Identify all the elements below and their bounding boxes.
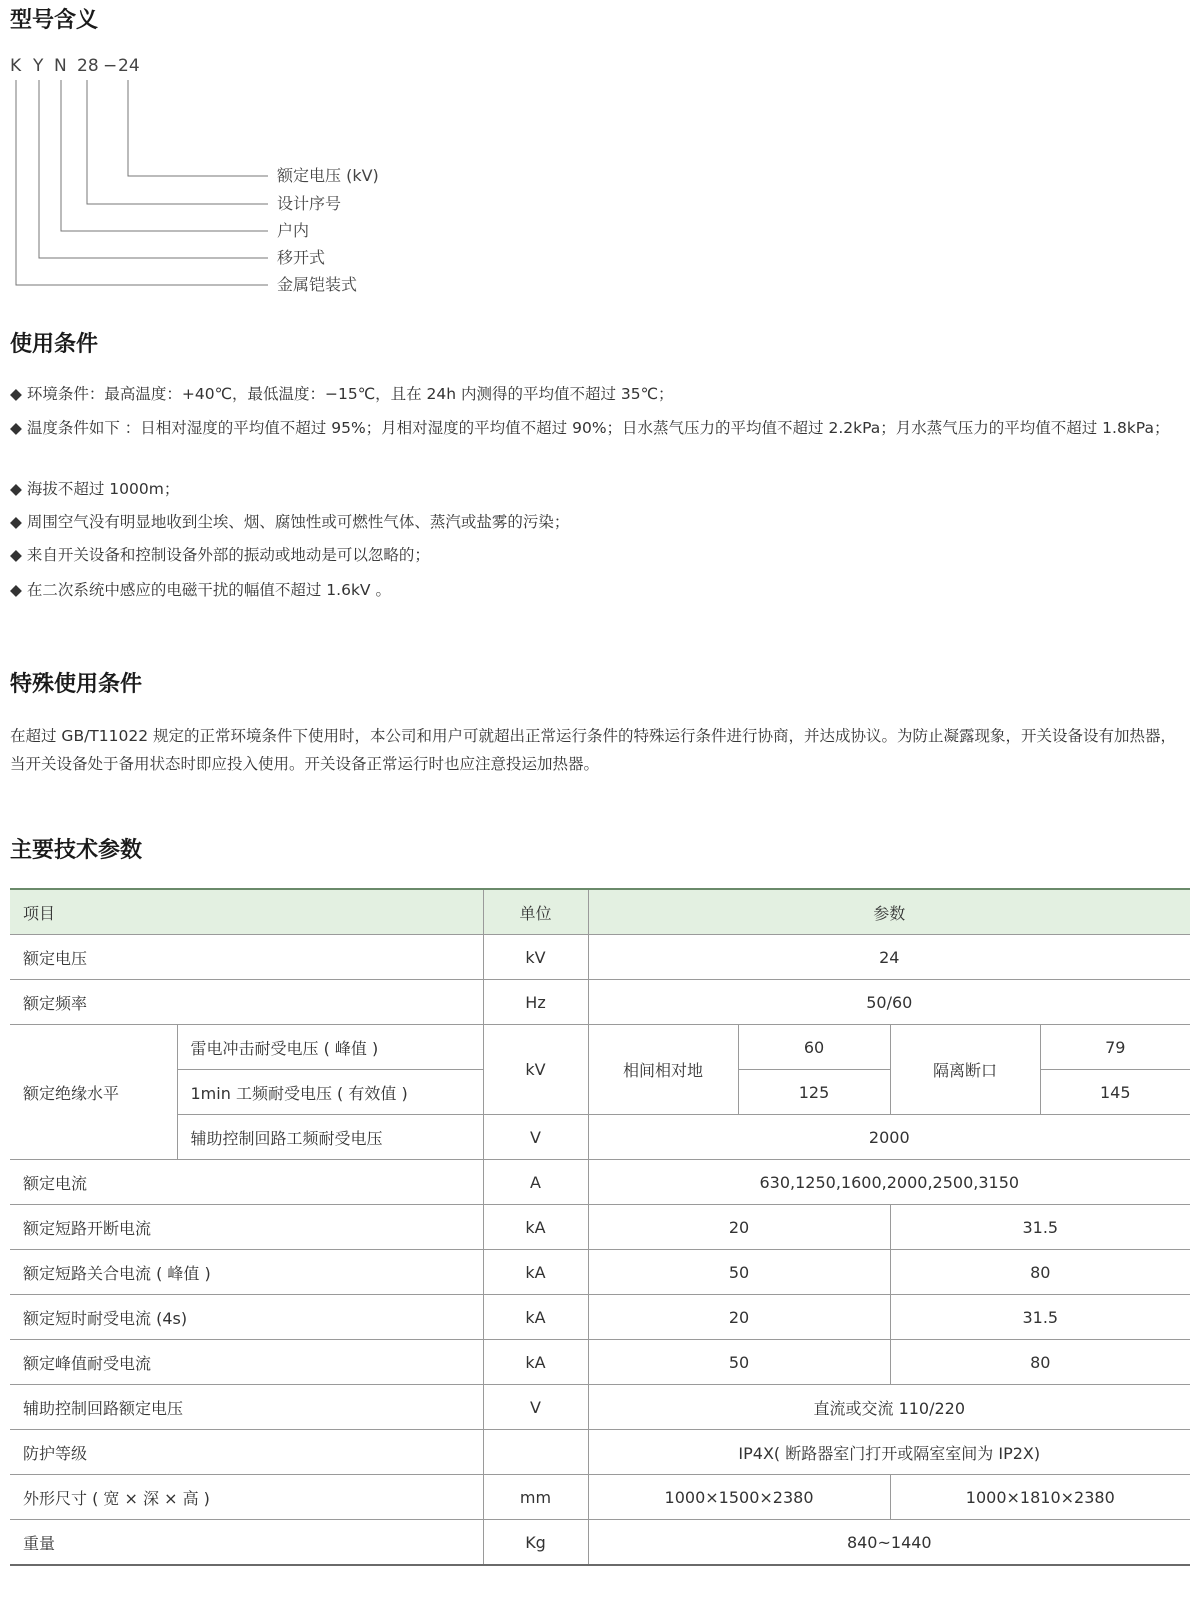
row-group-label: 相间相对地 [588, 1025, 738, 1115]
row-value: 79 [1040, 1025, 1190, 1070]
code-meaning: 设计序号 [277, 194, 342, 213]
table-row [10, 1475, 1190, 1520]
table-row [10, 935, 1190, 980]
row-unit: kV [483, 935, 588, 980]
row-value: 125 [738, 1070, 890, 1115]
table-row [10, 1430, 1190, 1475]
row-label: 额定短路关合电流 ( 峰值 ) [10, 1250, 483, 1295]
row-sublabel: 雷电冲击耐受电压 ( 峰值 ) [177, 1025, 483, 1070]
row-label: 外形尺寸 ( 宽 × 深 × 高 ) [10, 1475, 483, 1520]
row-label: 防护等级 [10, 1430, 483, 1475]
condition-item: ◆ 来自开关设备和控制设备外部的振动或地动是可以忽略的； [10, 546, 430, 564]
model-code-leader-lines [0, 0, 290, 300]
row-unit: A [483, 1160, 588, 1205]
row-value: 20 [588, 1205, 890, 1250]
row-unit: kA [483, 1340, 588, 1385]
row-label: 额定短路开断电流 [10, 1205, 483, 1250]
row-unit [483, 1430, 588, 1475]
row-label: 重量 [10, 1520, 483, 1566]
row-unit: Kg [483, 1520, 588, 1566]
row-label: 额定绝缘水平 [10, 1025, 177, 1160]
condition-item: ◆ 环境条件：最高温度：+40℃，最低温度：−15℃，且在 24h 内测得的平均值不超过 35℃； [10, 385, 674, 403]
code-meaning: 金属铠装式 [277, 275, 358, 294]
row-label: 额定电流 [10, 1160, 483, 1205]
header-param: 参数 [588, 889, 1190, 935]
row-value: 20 [588, 1295, 890, 1340]
code-meaning: 户内 [277, 221, 310, 240]
row-value: 50 [588, 1250, 890, 1295]
bullet-icon: ◆ [10, 513, 22, 531]
table-row [10, 1520, 1190, 1566]
table-row [10, 1295, 1190, 1340]
header-item: 项目 [10, 889, 483, 935]
section-title-conditions: 使用条件 [10, 332, 99, 357]
row-value: 80 [890, 1250, 1190, 1295]
row-value: 145 [1040, 1070, 1190, 1115]
table-row [10, 1160, 1190, 1205]
table-row [10, 1250, 1190, 1295]
row-value: 60 [738, 1025, 890, 1070]
table-row [10, 980, 1190, 1025]
code-letter: − [103, 56, 118, 76]
row-sublabel: 1min 工频耐受电压 ( 有效值 ) [177, 1070, 483, 1115]
bullet-icon: ◆ [10, 581, 22, 599]
row-value: 80 [890, 1340, 1190, 1385]
bullet-icon: ◆ [10, 480, 22, 498]
row-label: 辅助控制回路额定电压 [10, 1385, 483, 1430]
row-unit: kA [483, 1295, 588, 1340]
code-meaning: 移开式 [277, 248, 326, 267]
special-conditions-text: 在超过 GB/T11022 规定的正常环境条件下使用时，本公司和用户可就超出正常运行条件的特殊运行条件进行协商，并达成协议。为防止凝露现象，开关设备设有加热器，当开关设备处于备用状态时即应投入使用。开关设备正常运行时也应注意投运加热器。 [10, 727, 1177, 773]
code-letter: 28 [77, 56, 99, 76]
condition-item: ◆ 周围空气没有明显地收到尘埃、烟、腐蚀性或可燃性气体、蒸汽或盐雾的污染； [10, 513, 570, 531]
table-row [10, 1385, 1190, 1430]
section-title-model: 型号含义 [10, 8, 99, 33]
row-value: 840~1440 [588, 1520, 1190, 1566]
header-unit: 单位 [483, 889, 588, 935]
row-value: 1000×1500×2380 [588, 1475, 890, 1520]
row-value: 31.5 [890, 1205, 1190, 1250]
code-letter: K [10, 56, 22, 76]
spec-table [10, 888, 1190, 1566]
row-label: 额定峰值耐受电流 [10, 1340, 483, 1385]
bullet-icon: ◆ [10, 385, 22, 403]
bullet-icon: ◆ [10, 546, 22, 564]
row-value: 630,1250,1600,2000,2500,3150 [588, 1160, 1190, 1205]
table-header-row [10, 889, 1190, 935]
row-sublabel: 辅助控制回路工频耐受电压 [177, 1115, 483, 1160]
section-title-special: 特殊使用条件 [10, 672, 143, 697]
condition-item: ◆ 温度条件如下 ：日相对湿度的平均值不超过 95%；月相对湿度的平均值不超过 90%；日水蒸气压力的平均值不超过 2.2kPa；月水蒸气压力的平均值不超过 1.8kPa； [10, 419, 1170, 437]
section-title-params: 主要技术参数 [10, 838, 143, 863]
table-row [10, 1025, 1190, 1070]
row-value: 50/60 [588, 980, 1190, 1025]
row-value: IP4X( 断路器室门打开或隔室室间为 IP2X) [588, 1430, 1190, 1475]
row-unit: Hz [483, 980, 588, 1025]
row-value: 24 [588, 935, 1190, 980]
row-group-label: 隔离断口 [890, 1025, 1040, 1115]
condition-item: ◆ 海拔不超过 1000m； [10, 480, 180, 498]
row-label: 额定电压 [10, 935, 483, 980]
code-meaning: 额定电压 (kV) [277, 166, 379, 185]
row-label: 额定频率 [10, 980, 483, 1025]
table-row [10, 1115, 1190, 1160]
row-unit: V [483, 1115, 588, 1160]
row-unit: V [483, 1385, 588, 1430]
row-value: 2000 [588, 1115, 1190, 1160]
bullet-icon: ◆ [10, 419, 22, 437]
table-row [10, 1205, 1190, 1250]
row-value: 50 [588, 1340, 890, 1385]
code-letter: 24 [118, 56, 140, 76]
row-value: 31.5 [890, 1295, 1190, 1340]
row-value: 直流或交流 110/220 [588, 1385, 1190, 1430]
row-unit: kA [483, 1250, 588, 1295]
code-letter: Y [33, 56, 44, 76]
condition-item: ◆ 在二次系统中感应的电磁干扰的幅值不超过 1.6kV 。 [10, 581, 391, 599]
row-label: 额定短时耐受电流 (4s) [10, 1295, 483, 1340]
row-value: 1000×1810×2380 [890, 1475, 1190, 1520]
table-row [10, 1340, 1190, 1385]
row-unit: kV [483, 1025, 588, 1115]
row-unit: kA [483, 1205, 588, 1250]
code-letter: N [54, 56, 67, 76]
row-unit: mm [483, 1475, 588, 1520]
